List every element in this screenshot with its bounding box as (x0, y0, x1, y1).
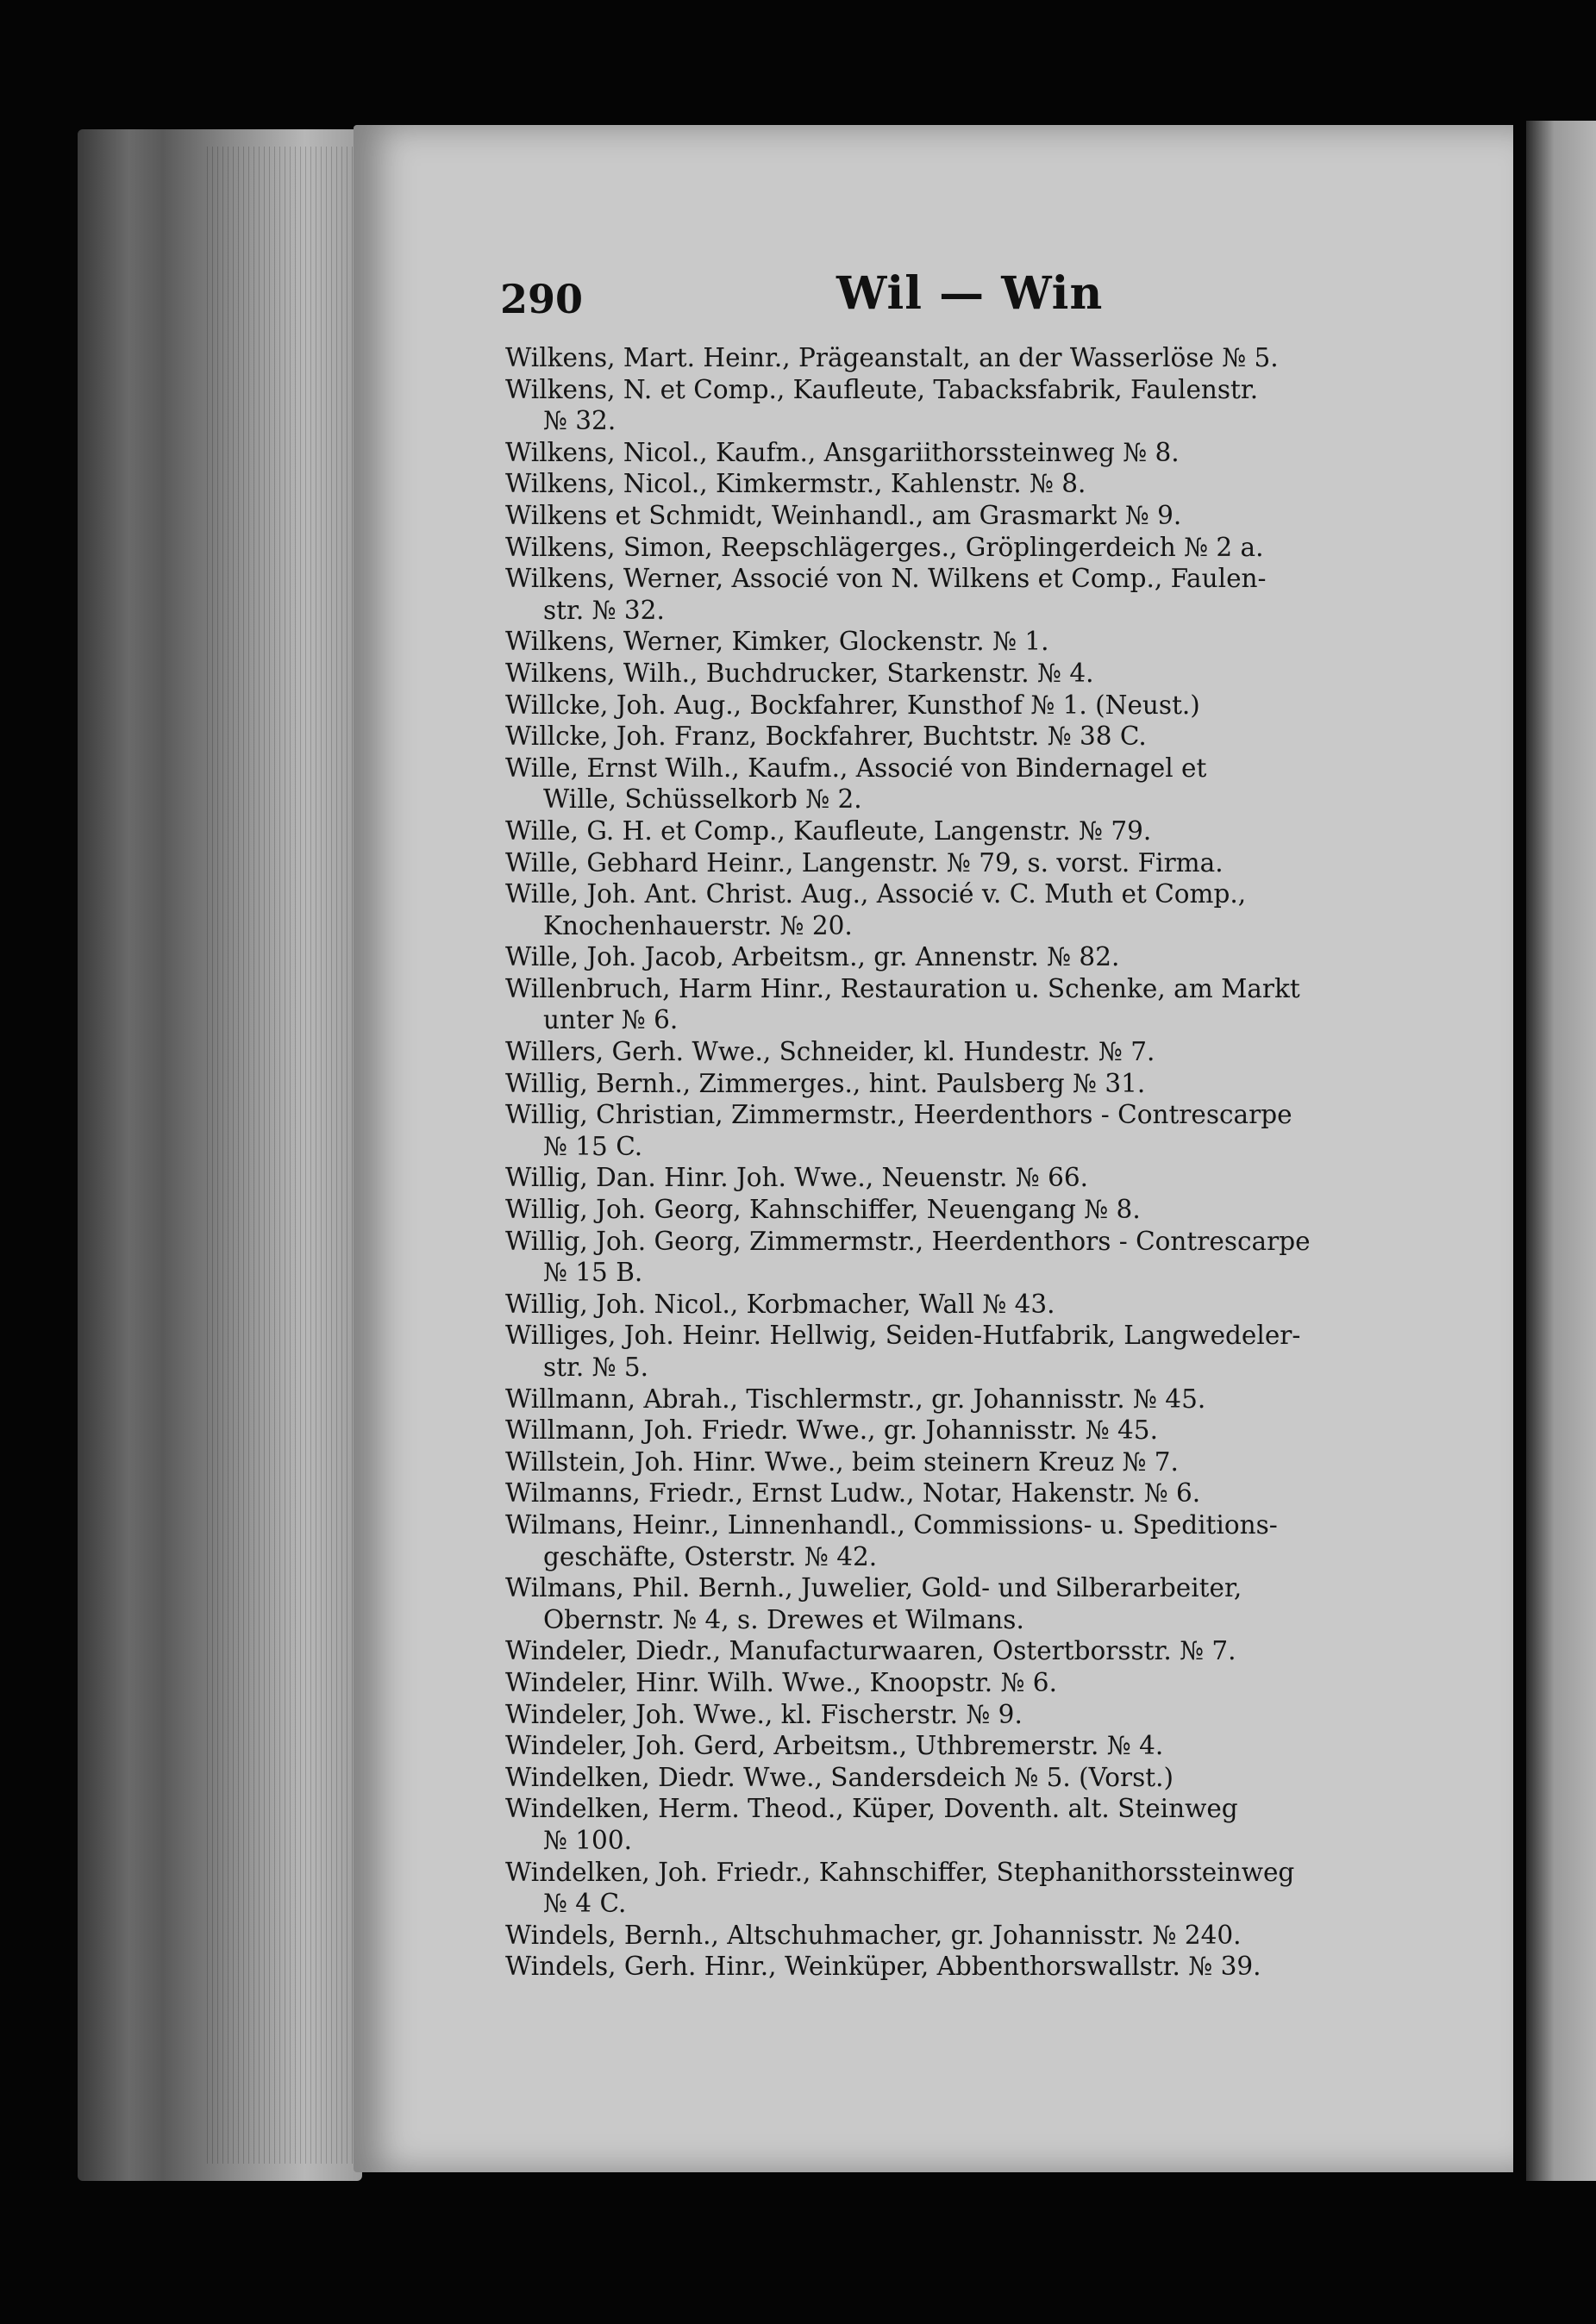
entry-line: Windeler, Joh. Wwe., kl. Fischerstr. № 9. (505, 1699, 1023, 1729)
entry-line: Wilkens, Mart. Heinr., Prägeanstalt, an der Wasserlöse № 5. (505, 343, 1279, 372)
entry-line: Wilkens, Werner, Kimker, Glockenstr. № 1. (505, 627, 1049, 657)
entry-line: Willig, Joh. Georg, Kahnschiffer, Neuengang № 8. (505, 1195, 1141, 1225)
entry-continuation-line: № 15 B. (543, 1258, 643, 1288)
entry-line: Windeler, Hinr. Wilh. Wwe., Knoopstr. № 6. (505, 1667, 1057, 1697)
entry-continuation-line: str. № 32. (543, 595, 665, 625)
page-number: 290 (500, 276, 584, 322)
directory-entries (505, 342, 1480, 1983)
entry-line: Williges, Joh. Heinr. Hellwig, Seiden-Hutfabrik, Langwedeler- (505, 1321, 1301, 1351)
entry-line: Willig, Joh. Nicol., Korbmacher, Wall № 43. (505, 1289, 1055, 1319)
entry-line: Windelken, Herm. Theod., Küper, Doventh. alt. Steinweg (505, 1794, 1238, 1824)
entry-continuation-line: № 100. (543, 1825, 632, 1855)
entry-line: Wilkens, Wilh., Buchdrucker, Starkenstr. № 4. (505, 658, 1094, 688)
entry-line: Willers, Gerh. Wwe., Schneider, kl. Hundestr. № 7. (505, 1037, 1155, 1067)
directory-page (354, 125, 1513, 2172)
entry-continuation-line: № 4 C. (543, 1889, 627, 1919)
page-edge-lines (207, 147, 362, 2164)
entry-line: Wille, Gebhard Heinr., Langenstr. № 79, s. vorst. Firma. (505, 847, 1224, 878)
entry-continuation-line: geschäfte, Osterstr. № 42. (543, 1541, 878, 1571)
entry-line: Windelken, Joh. Friedr., Kahnschiffer, Stephanithorssteinweg (505, 1857, 1295, 1887)
entry-line: Wilmanns, Friedr., Ernst Ludw., Notar, Hakenstr. № 6. (505, 1478, 1201, 1509)
entry-line: Wille, Joh. Ant. Christ. Aug., Associé v. C. Muth et Comp., (505, 879, 1247, 909)
entry-line: Wilkens, Nicol., Kimkermstr., Kahlenstr. № 8. (505, 469, 1086, 499)
entry-line: Wilkens, Werner, Associé von N. Wilkens et Comp., Faulen- (505, 564, 1267, 594)
entry-line: Wilkens, Simon, Reepschlägerges., Gröplingerdeich № 2 a. (505, 532, 1264, 562)
entry-line: Windels, Bernh., Altschuhmacher, gr. Johannisstr. № 240. (505, 1920, 1242, 1950)
entry-line: Wilkens et Schmidt, Weinhandl., am Grasmarkt № 9. (505, 500, 1182, 530)
entry-line: Willmann, Joh. Friedr. Wwe., gr. Johannisstr. № 45. (505, 1415, 1158, 1446)
entry-line: Wille, Joh. Jacob, Arbeitsm., gr. Annenstr. № 82. (505, 942, 1120, 972)
entry-line: Wille, G. H. et Comp., Kaufleute, Langenstr. № 79. (505, 815, 1152, 846)
entry-line: Wille, Ernst Wilh., Kaufm., Associé von Bindernagel et (505, 753, 1207, 783)
entry-line: Wilkens, Nicol., Kaufm., Ansgariithorssteinweg № 8. (505, 437, 1180, 467)
facing-page-edge (1526, 121, 1596, 2181)
entry-continuation-line: Obernstr. № 4, s. Drewes et Wilmans. (543, 1604, 1024, 1634)
entry-line: Willstein, Joh. Hinr. Wwe., beim steinern Kreuz № 7. (505, 1446, 1179, 1477)
entry-continuation-line: unter № 6. (543, 1005, 679, 1035)
entry-line: Wilkens, N. et Comp., Kaufleute, Tabacksfabrik, Faulenstr. (505, 374, 1259, 404)
entry-line: Willmann, Abrah., Tischlermstr., gr. Johannisstr. № 45. (505, 1384, 1206, 1414)
entry-line: Windeler, Diedr., Manufacturwaaren, Ostertborsstr. № 7. (505, 1636, 1236, 1666)
entry-continuation-line: № 32. (543, 406, 616, 436)
entry-line: Willenbruch, Harm Hinr., Restauration u. Schenke, am Markt (505, 973, 1300, 1003)
entry-continuation-line: str. № 5. (543, 1353, 649, 1382)
entry-line: Willcke, Joh. Aug., Bockfahrer, Kunsthof № 1. (Neust.) (505, 690, 1200, 720)
entry-line: Willig, Christian, Zimmermstr., Heerdenthors - Contrescarpe (505, 1100, 1292, 1130)
running-head: Wil — Win (836, 267, 1104, 320)
entry-continuation-line: № 15 C. (543, 1131, 643, 1161)
entry-line: Willig, Dan. Hinr. Joh. Wwe., Neuenstr. № 66. (505, 1163, 1088, 1193)
entry-continuation-line: Knochenhauerstr. № 20. (543, 910, 853, 940)
entry-line: Wilmans, Heinr., Linnenhandl., Commissions- u. Speditions- (505, 1509, 1278, 1540)
entry-line: Wilmans, Phil. Bernh., Juwelier, Gold- und Silberarbeiter, (505, 1573, 1242, 1603)
page-header (500, 267, 1483, 345)
entry-line: Windels, Gerh. Hinr., Weinküper, Abbenthorswallstr. № 39. (505, 1952, 1261, 1982)
entry-continuation-line: Wille, Schüsselkorb № 2. (543, 784, 862, 815)
entry-line: Windelken, Diedr. Wwe., Sandersdeich № 5. (Vorst.) (505, 1762, 1174, 1792)
entry-line: Windeler, Joh. Gerd, Arbeitsm., Uthbremerstr. № 4. (505, 1731, 1164, 1761)
entry-line: Willcke, Joh. Franz, Bockfahrer, Buchtstr. № 38 C. (505, 722, 1147, 752)
entry-line: Willig, Joh. Georg, Zimmermstr., Heerdenthors - Contrescarpe (505, 1226, 1311, 1256)
entry-line: Willig, Bernh., Zimmerges., hint. Paulsberg № 31. (505, 1068, 1146, 1098)
